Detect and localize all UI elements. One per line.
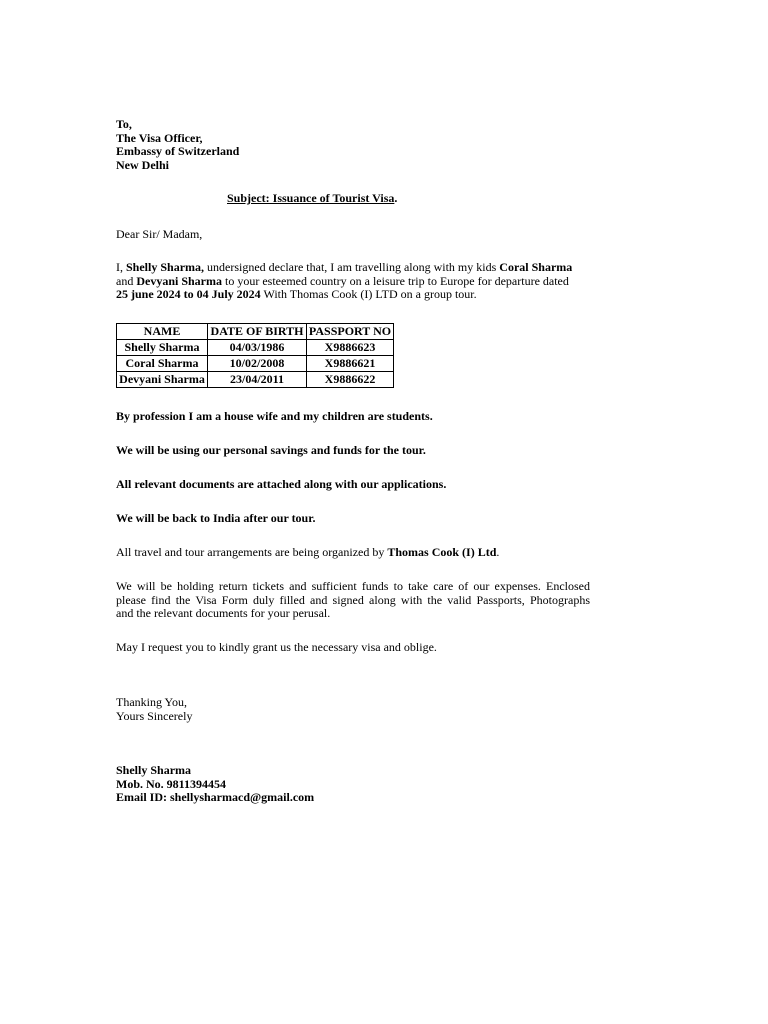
signature-name: Shelly Sharma [116, 763, 192, 777]
subject-line [227, 192, 397, 206]
subject-period: . [394, 191, 398, 205]
table-cell: 10/02/2008 [208, 356, 307, 372]
tickets-line-2: please find the Visa Form duly filled and signed along with the valid Passports, Photographs [116, 592, 590, 607]
closing-sincerely: Yours Sincerely [116, 708, 193, 723]
intro-paragraph [116, 261, 590, 302]
address-line-embassy: Embassy of Switzerland [116, 144, 240, 158]
travellers-table [116, 323, 394, 388]
address-line-to: To, [116, 117, 132, 131]
signature-block [116, 764, 314, 805]
address-line-city: New Delhi [116, 157, 169, 172]
intro-text: With Thomas Cook (I) LTD on a group tour. [260, 287, 477, 301]
table-row [117, 356, 394, 372]
request-line: May I request you to kindly grant us the necessary visa and oblige. [116, 640, 437, 654]
table-cell: 23/04/2011 [208, 372, 307, 388]
tickets-paragraph [116, 580, 590, 621]
intro-text: and [116, 273, 137, 288]
intro-line-1 [116, 261, 590, 275]
table-cell: Coral Sharma [117, 356, 208, 372]
travel-dates: 25 june 2024 to 04 July 2024 [116, 287, 261, 301]
closing [116, 696, 192, 723]
table-cell: Shelly Sharma [117, 340, 208, 356]
intro-text: undersigned declare that, I am travelling along with my kids [204, 260, 500, 274]
arrangements-text: All travel and tour arrangements are being organized by [116, 545, 388, 559]
intro-line-2 [116, 275, 590, 289]
table-cell: Devyani Sharma [117, 372, 208, 388]
letter [116, 117, 590, 804]
documents-statement: All relevant documents are attached along with our applications. [116, 477, 447, 491]
recipient-address [116, 118, 590, 172]
address-line-officer: The Visa Officer, [116, 130, 203, 145]
signature-mobile: Mob. No. 9811394454 [116, 776, 227, 791]
table-cell: X9886622 [307, 372, 394, 388]
applicant-name: Shelly Sharma, [126, 260, 205, 274]
intro-text: to your esteemed country on a leisure trip to Europe for departure dated [222, 273, 569, 288]
tickets-line-1: We will be holding return tickets and sufficient funds to take care of our expenses. Enclosed [116, 579, 590, 593]
subject-text: Subject: Issuance of Tourist Visa [227, 191, 395, 205]
intro-text: I, [116, 260, 126, 274]
table-row [117, 340, 394, 356]
child-name-devyani: Devyani Sharma [136, 273, 222, 288]
closing-thanks: Thanking You, [116, 695, 188, 709]
tour-company: Thomas Cook (I) Ltd [387, 545, 497, 559]
return-statement: We will be back to India after our tour. [116, 511, 316, 525]
profession-statement: By profession I am a house wife and my children are students. [116, 409, 433, 423]
column-header: NAME [117, 324, 208, 340]
table-cell: X9886621 [307, 356, 394, 372]
column-header: DATE OF BIRTH [208, 324, 307, 340]
salutation: Dear Sir/ Madam, [116, 227, 203, 241]
table-cell: 04/03/1986 [208, 340, 307, 356]
arrangements-period: . [496, 545, 500, 559]
table-row [117, 372, 394, 388]
arrangements-line [116, 546, 499, 560]
table-cell: X9886623 [307, 340, 394, 356]
column-header: PASSPORT NO [307, 324, 394, 340]
intro-line-3 [116, 288, 590, 302]
savings-statement: We will be using our personal savings and funds for the tour. [116, 443, 426, 457]
table-header-row [117, 324, 394, 340]
tickets-line-3: and the relevant documents for your perusal. [116, 606, 331, 620]
signature-email: Email ID: shellysharmacd@gmail.com [116, 790, 315, 804]
child-name-coral: Coral Sharma [499, 260, 573, 274]
